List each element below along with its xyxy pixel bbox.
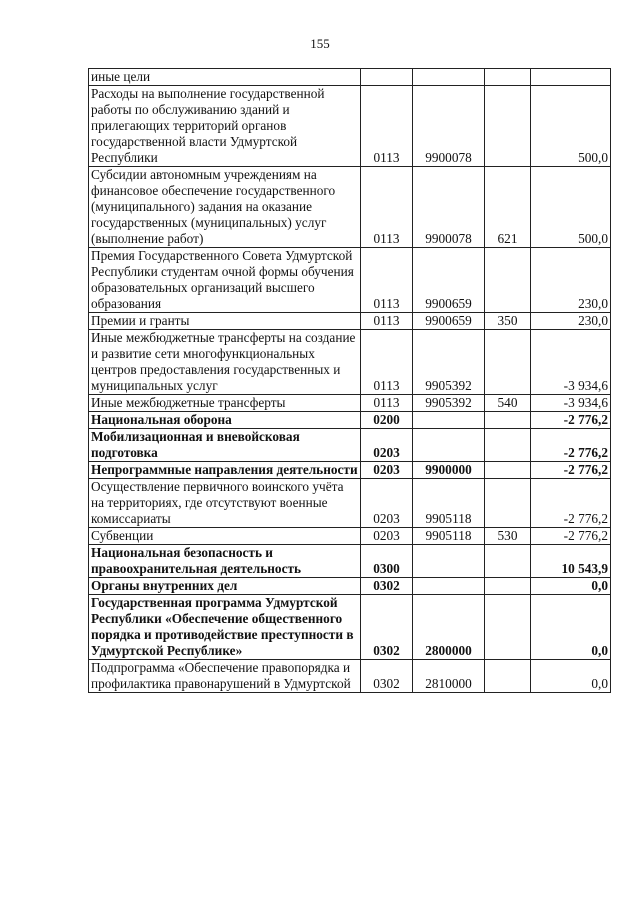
row-target <box>413 412 485 429</box>
row-target: 9905392 <box>413 395 485 412</box>
row-target <box>413 578 485 595</box>
row-name: Национальная безопасность и правоохранительная деятельность <box>89 545 361 578</box>
table-row <box>89 595 611 660</box>
row-target: 2800000 <box>413 595 485 660</box>
row-section: 0302 <box>361 578 413 595</box>
row-target <box>413 429 485 462</box>
row-type <box>485 69 531 86</box>
row-sum: -3 934,6 <box>531 330 611 395</box>
row-type: 530 <box>485 528 531 545</box>
row-sum: 10 543,9 <box>531 545 611 578</box>
row-sum: 230,0 <box>531 313 611 330</box>
row-type <box>485 248 531 313</box>
row-section <box>361 69 413 86</box>
row-type <box>485 330 531 395</box>
row-sum: -2 776,2 <box>531 412 611 429</box>
row-sum: -2 776,2 <box>531 479 611 528</box>
table-row <box>89 395 611 412</box>
row-target <box>413 545 485 578</box>
row-section: 0113 <box>361 86 413 167</box>
row-section: 0302 <box>361 595 413 660</box>
table-row <box>89 545 611 578</box>
row-type <box>485 545 531 578</box>
row-name: Непрограммные направления деятельности <box>89 462 361 479</box>
row-section: 0203 <box>361 528 413 545</box>
row-type <box>485 595 531 660</box>
row-name: Субсидии автономным учреждениям на финансовое обеспечение государственного (муниципального) задания на оказание государственных (муниципальных) услуг (выполнение работ) <box>89 167 361 248</box>
row-name: Национальная оборона <box>89 412 361 429</box>
row-section: 0203 <box>361 462 413 479</box>
row-target: 9905118 <box>413 479 485 528</box>
row-sum: 0,0 <box>531 595 611 660</box>
row-target: 9900078 <box>413 86 485 167</box>
row-type <box>485 660 531 693</box>
row-section: 0113 <box>361 395 413 412</box>
table-row <box>89 429 611 462</box>
row-section: 0300 <box>361 545 413 578</box>
table-row <box>89 330 611 395</box>
table-row <box>89 167 611 248</box>
row-sum <box>531 69 611 86</box>
row-name: Подпрограмма «Обеспечение правопорядка и профилактика правонарушений в Удмуртской <box>89 660 361 693</box>
row-type: 621 <box>485 167 531 248</box>
row-sum: 500,0 <box>531 86 611 167</box>
row-sum: -2 776,2 <box>531 528 611 545</box>
row-type <box>485 86 531 167</box>
row-sum: 0,0 <box>531 660 611 693</box>
row-sum: -2 776,2 <box>531 429 611 462</box>
row-name: Мобилизационная и вневойсковая подготовка <box>89 429 361 462</box>
row-type: 350 <box>485 313 531 330</box>
table-row <box>89 248 611 313</box>
table-row <box>89 313 611 330</box>
row-type: 540 <box>485 395 531 412</box>
row-sum: 230,0 <box>531 248 611 313</box>
table-row <box>89 86 611 167</box>
row-section: 0203 <box>361 429 413 462</box>
row-name: иные цели <box>89 69 361 86</box>
table-row <box>89 462 611 479</box>
row-target: 9905392 <box>413 330 485 395</box>
table-row <box>89 528 611 545</box>
row-type <box>485 462 531 479</box>
row-sum: 0,0 <box>531 578 611 595</box>
row-target <box>413 69 485 86</box>
row-name: Премия Государственного Совета Удмуртской Республики студентам очной формы обучения образовательных организаций высшего образования <box>89 248 361 313</box>
table-row <box>89 660 611 693</box>
row-section: 0113 <box>361 330 413 395</box>
row-target: 9900659 <box>413 248 485 313</box>
row-target: 9905118 <box>413 528 485 545</box>
row-type <box>485 479 531 528</box>
row-name: Иные межбюджетные трансферты на создание и развитие сети многофункциональных центров предоставления государственных и муниципальных услуг <box>89 330 361 395</box>
row-type <box>485 578 531 595</box>
row-name: Иные межбюджетные трансферты <box>89 395 361 412</box>
budget-table-body <box>89 69 611 693</box>
row-sum: -2 776,2 <box>531 462 611 479</box>
row-sum: 500,0 <box>531 167 611 248</box>
row-sum: -3 934,6 <box>531 395 611 412</box>
row-target: 2810000 <box>413 660 485 693</box>
table-row <box>89 412 611 429</box>
table-row <box>89 479 611 528</box>
row-name: Субвенции <box>89 528 361 545</box>
row-target: 9900000 <box>413 462 485 479</box>
table-row <box>89 69 611 86</box>
row-section: 0203 <box>361 479 413 528</box>
row-section: 0302 <box>361 660 413 693</box>
row-name: Премии и гранты <box>89 313 361 330</box>
row-section: 0200 <box>361 412 413 429</box>
row-type <box>485 412 531 429</box>
row-target: 9900659 <box>413 313 485 330</box>
row-name: Государственная программа Удмуртской Республики «Обеспечение общественного порядка и противодействие преступности в Удмуртской Республике» <box>89 595 361 660</box>
row-name: Осуществление первичного воинского учёта на территориях, где отсутствуют военные комиссариаты <box>89 479 361 528</box>
row-section: 0113 <box>361 248 413 313</box>
budget-table <box>88 68 611 693</box>
row-target: 9900078 <box>413 167 485 248</box>
row-name: Расходы на выполнение государственной работы по обслуживанию зданий и прилегающих территорий органов государственной власти Удмуртской Республики <box>89 86 361 167</box>
row-section: 0113 <box>361 313 413 330</box>
table-row <box>89 578 611 595</box>
row-section: 0113 <box>361 167 413 248</box>
page-number: 155 <box>310 36 330 51</box>
row-type <box>485 429 531 462</box>
row-name: Органы внутренних дел <box>89 578 361 595</box>
